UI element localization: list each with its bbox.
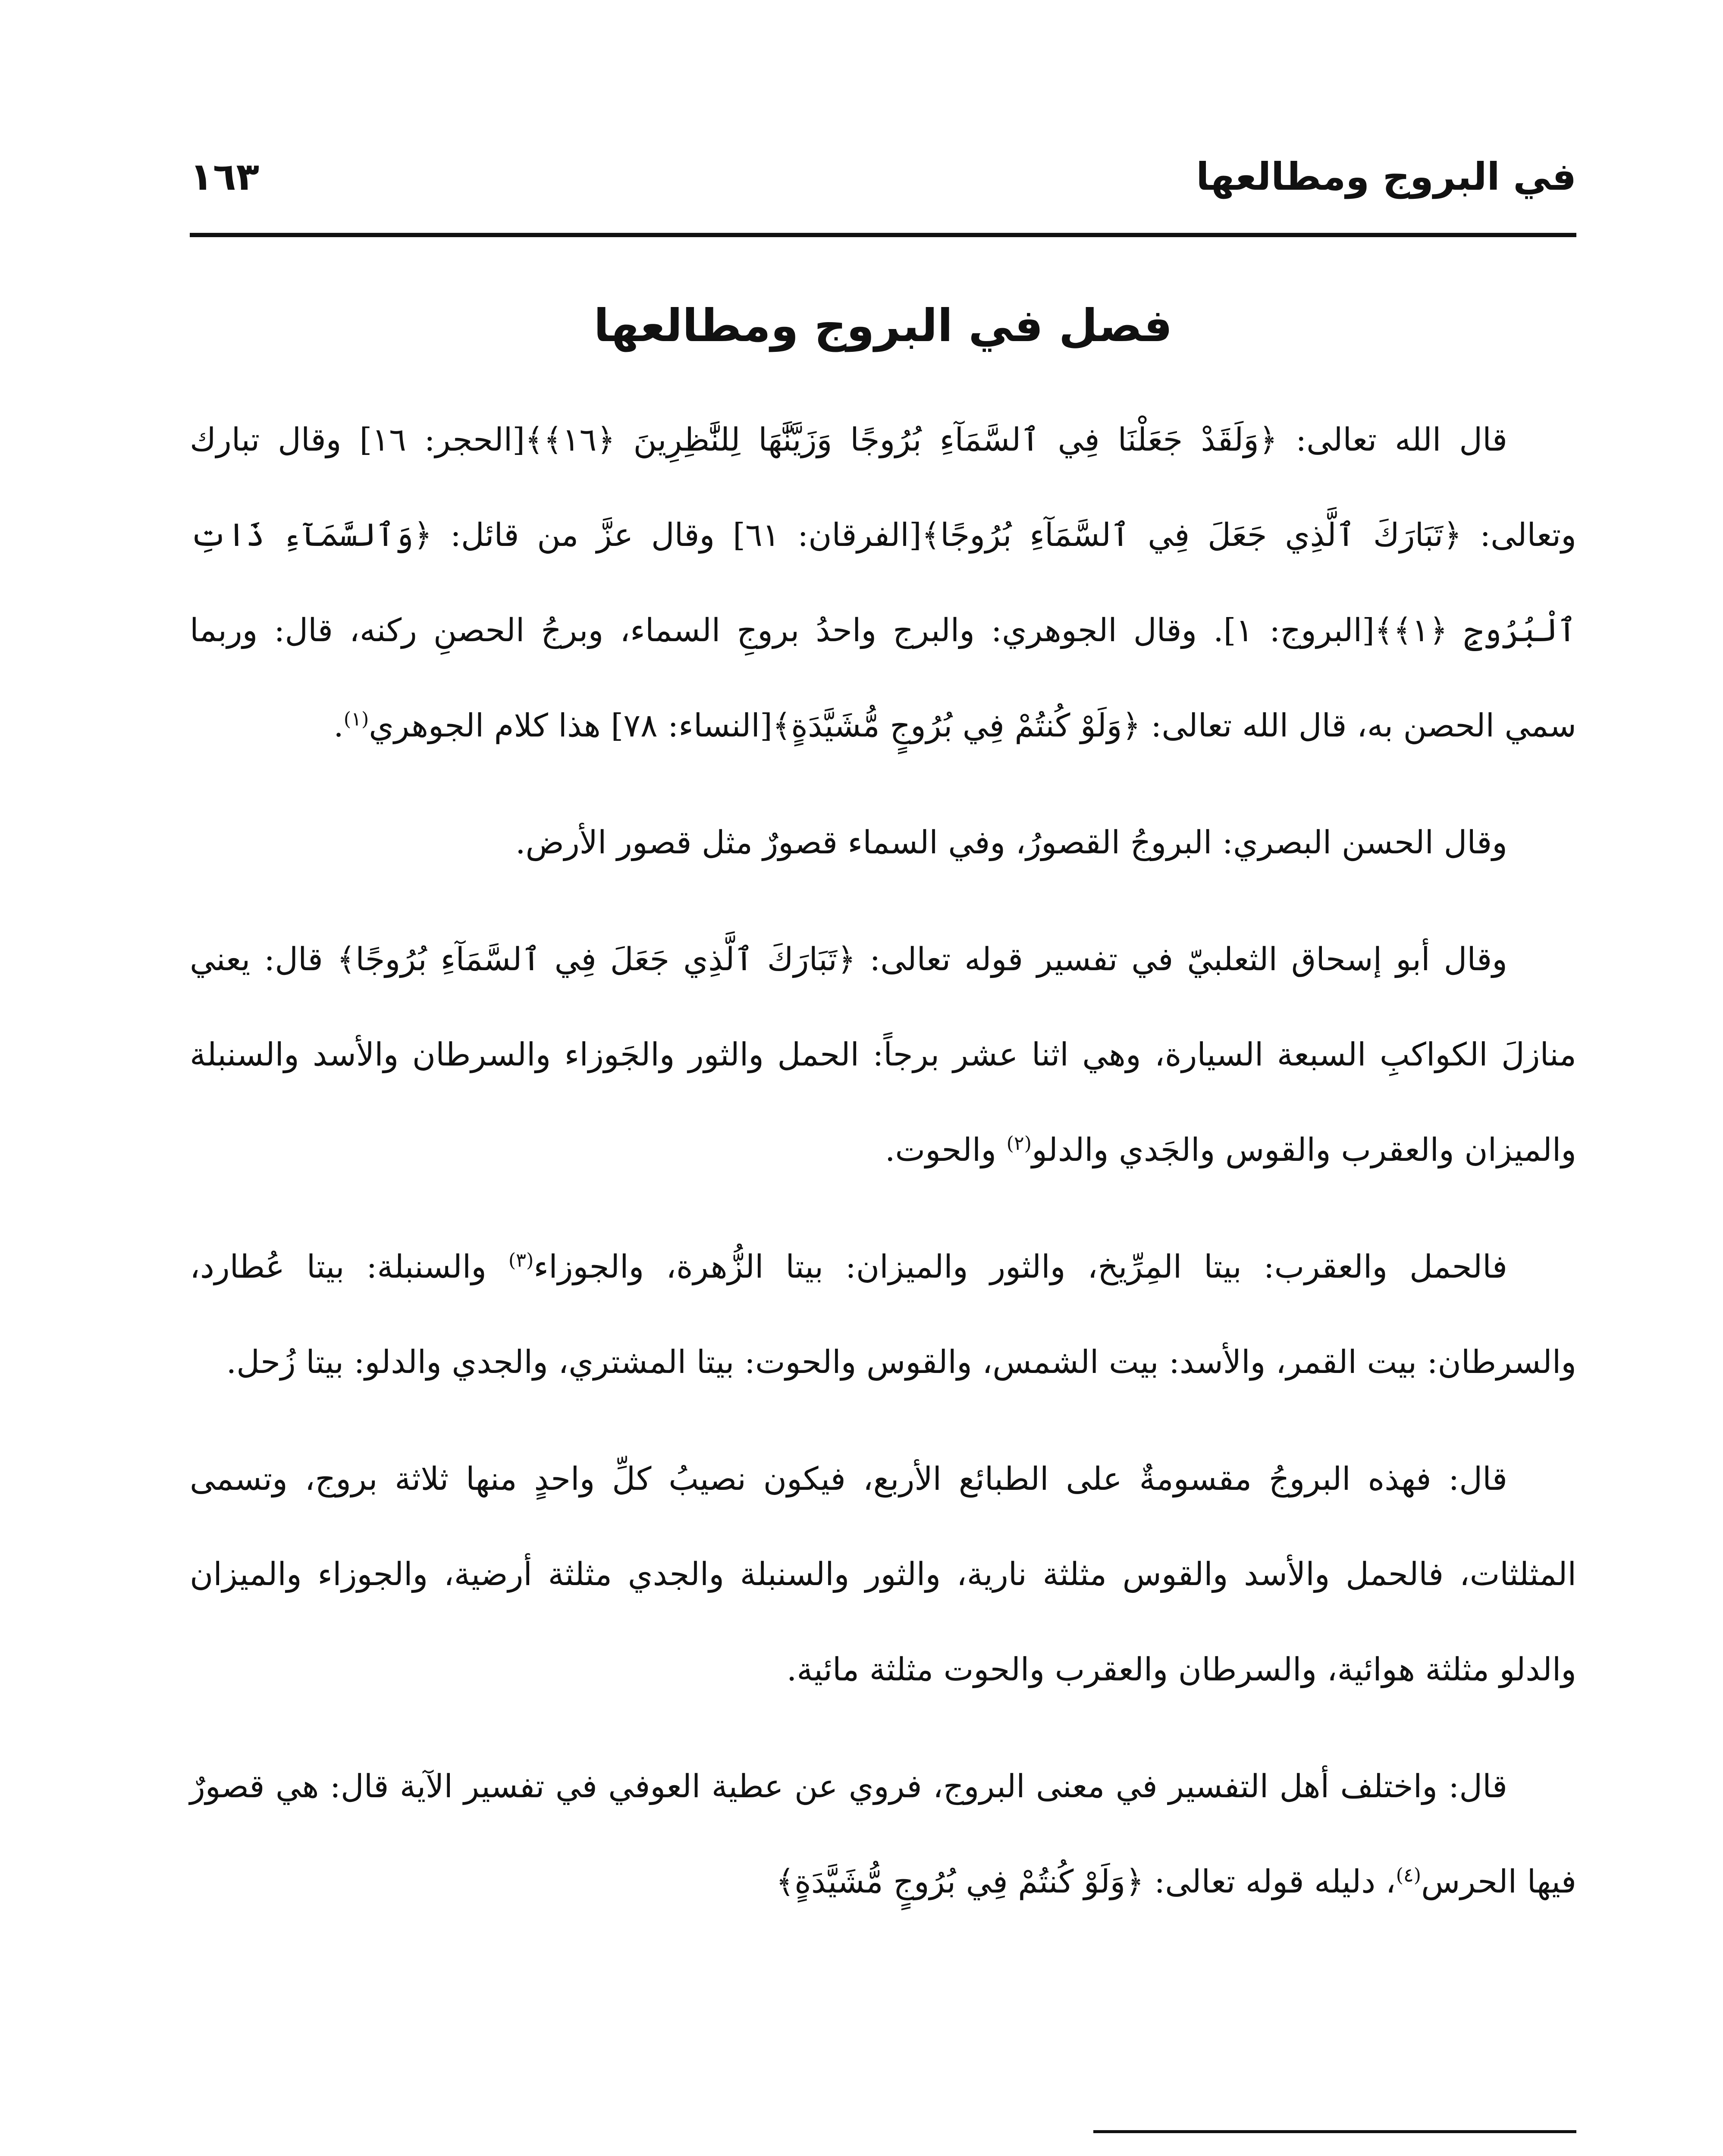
footnote-ref[interactable]: (٤) <box>1396 1864 1422 1887</box>
paragraph-text: قال: واختلف أهل التفسير في معنى البروج، فروي عن عطية العوفي في تفسير الآية قال: هي قصورٌ فيها الحرس <box>190 1768 1576 1900</box>
paragraph-text: فالحمل والعقرب: بيتا المِرِّيخ، والثور والميزان: بيتا الزُّهرة، والجوزاء <box>534 1248 1507 1285</box>
paragraph-4 <box>190 1219 1576 1410</box>
footnote-ref[interactable]: (٢) <box>1006 1132 1032 1155</box>
page-number: ١٦٣ <box>190 154 260 199</box>
header-rule <box>190 233 1576 237</box>
paragraph-6 <box>190 1739 1576 1930</box>
paragraph-5: قال: فهذه البروجُ مقسومةٌ على الطبائع الأربع، فيكون نصيبُ كلِّ واحدٍ منها ثلاثة بروج، وتسمى المثلثات، فالحمل والأسد والقوس مثلثة نارية، والثور والسنبلة والجدي مثلثة أرضية، والجوزاء والميزان والدلو مثلثة هوائية، والسرطان والعقرب والحوت مثلثة مائية. <box>190 1460 1576 1688</box>
paragraph-1 <box>190 392 1576 774</box>
quran-verse: ﴿وَلَوْ كُنتُمْ فِي بُرُوجٍ مُّشَيَّدَةٍ﴾ <box>775 1863 1144 1900</box>
paragraph-text: قال: يعني منازلَ الكواكبِ السبعة السيارة، وهي اثنا عشر برجاً: الحمل والثور والجَوزاء والسرطان والأسد والسنبلة والميزان والعقرب والقوس والجَدي والدلو <box>190 941 1576 1169</box>
paragraph-text: [الحجر: ١٦] وقال تبارك وتعالى: <box>190 421 1576 554</box>
running-title: في البروج ومطالعها <box>1196 154 1576 199</box>
footnote-ref[interactable]: (٣) <box>508 1249 534 1272</box>
quran-verse: ﴿تَبَارَكَ ٱلَّذِي جَعَلَ فِي ٱلسَّمَآءِ بُرُوجًا﴾ <box>336 941 856 978</box>
footnote-separator <box>1093 2130 1576 2133</box>
paragraph-text: وقال أبو إسحاق الثعلبيّ في تفسير قوله تعالى: <box>856 941 1507 978</box>
paragraph-text: ، دليله قوله تعالى: <box>1144 1863 1396 1900</box>
paragraph-text: [الفرقان: ٦١] وقال عزَّ من قائل: <box>432 517 922 554</box>
paragraph-2: وقال الحسن البصري: البروجُ القصورُ، وفي السماء قصورٌ مثل قصور الأرض. <box>515 824 1507 861</box>
quran-verse: ﴿وَٱلسَّمَآءِ ذَاتِ ٱلْبُرُوجِ ﴿١﴾﴾ <box>190 517 1577 649</box>
paragraph-text: والسنبلة: بيتا عُطارد، والسرطان: بيت القمر، والأسد: بيت الشمس، والقوس والحوت: بيتا المشتري، والجدي والدلو: بيتا زُحل. <box>190 1248 1576 1381</box>
paragraph-text: . <box>333 707 344 744</box>
paragraph-3 <box>190 912 1576 1198</box>
quran-verse: ﴿تَبَارَكَ ٱلَّذِي جَعَلَ فِي ٱلسَّمَآءِ بُرُوجًا﴾ <box>921 517 1462 554</box>
footnote-ref[interactable]: (١) <box>343 708 369 730</box>
quran-verse: ﴿وَلَقَدْ جَعَلْنَا فِي ٱلسَّمَآءِ بُرُوجًا وَزَيَّنَّٰهَا لِلنَّٰظِرِينَ ﴿١٦﴾﴾ <box>525 421 1278 458</box>
paragraph-text: [البروج: ١]. وقال الجوهري: والبرج واحدُ بروجِ السماء، وبرجُ الحصنِ ركنه، قال: وربما سمي الحصن به، قال الله تعالى: <box>190 612 1576 744</box>
quran-verse: ﴿وَلَوْ كُنتُمْ فِي بُرُوجٍ مُّشَيَّدَةٍ﴾ <box>772 707 1141 744</box>
running-header <box>190 151 1576 220</box>
paragraph-text: والحوت. <box>885 1131 1007 1169</box>
paragraph-text: قال الله تعالى: <box>1277 421 1507 458</box>
paragraph-text: [النساء: ٧٨] هذا كلام الجوهري <box>369 707 772 744</box>
chapter-title: فصل في البروج ومطالعها <box>593 299 1173 352</box>
body-text <box>190 392 1576 1951</box>
